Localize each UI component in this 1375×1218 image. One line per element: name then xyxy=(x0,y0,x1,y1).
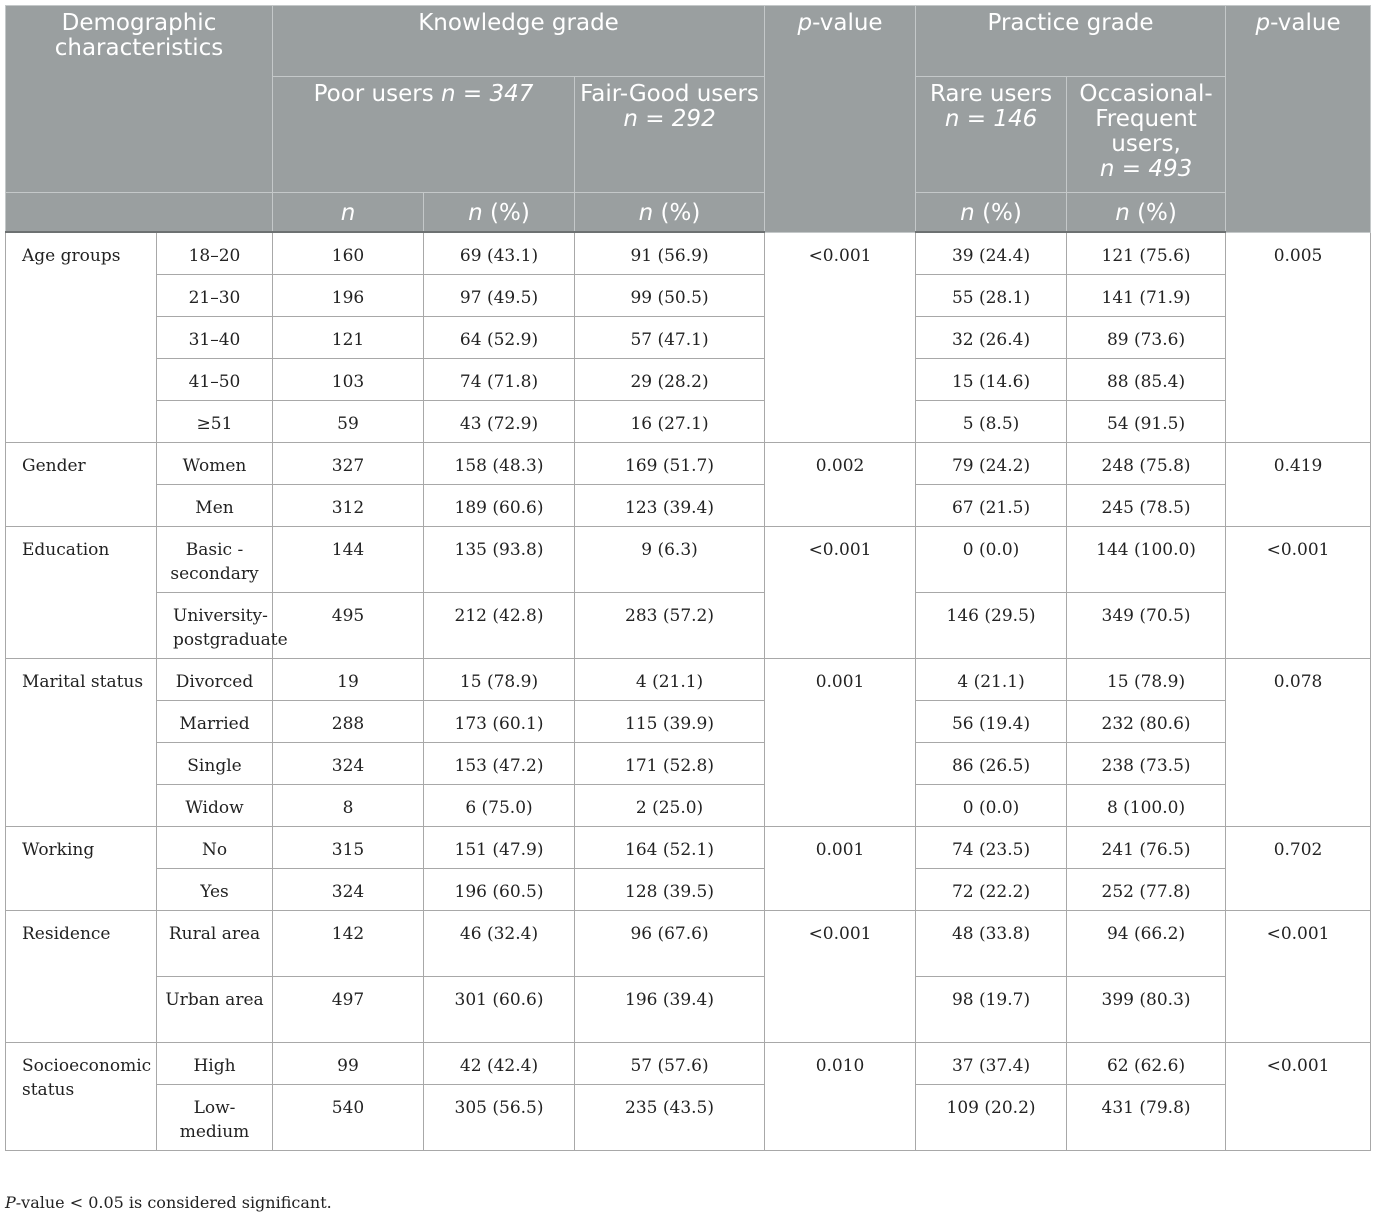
table-row xyxy=(6,401,1371,443)
cell-fair-good-users: 96 (67.6) xyxy=(575,911,765,977)
cell-rare-users: 74 (23.5) xyxy=(916,827,1067,869)
cell-occasional-frequent-users: 399 (80.3) xyxy=(1067,977,1226,1043)
p-value-knowledge: 0.001 xyxy=(765,659,916,827)
header-knowledge-label: Knowledge grade xyxy=(418,10,619,36)
category-label: 41–50 xyxy=(157,359,273,401)
table-row xyxy=(6,527,1371,593)
cell-rare-users: 56 (19.4) xyxy=(916,701,1067,743)
table-row xyxy=(6,659,1371,701)
header-rare-n: n = 146 xyxy=(944,106,1038,132)
cell-fair-good-users: 57 (57.6) xyxy=(575,1043,765,1085)
cell-poor-users: 135 (93.8) xyxy=(424,527,575,593)
category-label: 31–40 xyxy=(157,317,273,359)
cell-fair-good-users: 196 (39.4) xyxy=(575,977,765,1043)
cell-occasional-frequent-users: 89 (73.6) xyxy=(1067,317,1226,359)
category-label: Men xyxy=(157,485,273,527)
cell-occasional-frequent-users: 8 (100.0) xyxy=(1067,785,1226,827)
cell-rare-users: 0 (0.0) xyxy=(916,785,1067,827)
cell-rare-users: 146 (29.5) xyxy=(916,593,1067,659)
cell-poor-users: 46 (32.4) xyxy=(424,911,575,977)
header-spacer xyxy=(6,193,273,233)
cell-occasional-frequent-users: 232 (80.6) xyxy=(1067,701,1226,743)
header-sub-npct-poor xyxy=(424,193,575,233)
cell-poor-users: 212 (42.8) xyxy=(424,593,575,659)
cell-rare-users: 37 (37.4) xyxy=(916,1043,1067,1085)
cell-poor-users: 6 (75.0) xyxy=(424,785,575,827)
header-practice xyxy=(916,6,1226,77)
table-row xyxy=(6,701,1371,743)
header-sub-npct-fair xyxy=(575,193,765,233)
category-label: Divorced xyxy=(157,659,273,701)
p-value-practice: <0.001 xyxy=(1226,527,1371,659)
footnote xyxy=(5,1193,332,1212)
cell-n: 142 xyxy=(273,911,424,977)
header-fair-users-label: Fair-Good users xyxy=(580,81,759,107)
cell-rare-users: 98 (19.7) xyxy=(916,977,1067,1043)
header-fair-good-users xyxy=(575,77,765,193)
header-rare-users-label: Rare users xyxy=(929,81,1053,107)
cell-occasional-frequent-users: 144 (100.0) xyxy=(1067,527,1226,593)
cell-n: 160 xyxy=(273,232,424,275)
cell-fair-good-users: 99 (50.5) xyxy=(575,275,765,317)
header-p-value-practice xyxy=(1226,6,1371,233)
category-label: Rural area xyxy=(157,911,273,977)
cell-rare-users: 15 (14.6) xyxy=(916,359,1067,401)
cell-fair-good-users: 91 (56.9) xyxy=(575,232,765,275)
cell-rare-users: 39 (24.4) xyxy=(916,232,1067,275)
cell-poor-users: 189 (60.6) xyxy=(424,485,575,527)
table-row xyxy=(6,275,1371,317)
header-p-rest: -value xyxy=(812,10,883,36)
cell-rare-users: 72 (22.2) xyxy=(916,869,1067,911)
cell-fair-good-users: 9 (6.3) xyxy=(575,527,765,593)
cell-n: 196 xyxy=(273,275,424,317)
cell-occasional-frequent-users: 238 (73.5) xyxy=(1067,743,1226,785)
sub-pct-label: (%) xyxy=(982,199,1022,226)
category-label: 18–20 xyxy=(157,232,273,275)
table-row xyxy=(6,593,1371,659)
cell-n: 8 xyxy=(273,785,424,827)
cell-occasional-frequent-users: 88 (85.4) xyxy=(1067,359,1226,401)
cell-rare-users: 55 (28.1) xyxy=(916,275,1067,317)
cell-poor-users: 74 (71.8) xyxy=(424,359,575,401)
cell-poor-users: 151 (47.9) xyxy=(424,827,575,869)
cell-fair-good-users: 169 (51.7) xyxy=(575,443,765,485)
cell-fair-good-users: 171 (52.8) xyxy=(575,743,765,785)
group-label: Socioeconomic status xyxy=(6,1043,157,1151)
cell-n: 103 xyxy=(273,359,424,401)
header-rare-users xyxy=(916,77,1067,193)
cell-fair-good-users: 235 (43.5) xyxy=(575,1085,765,1151)
group-label: Age groups xyxy=(6,232,157,443)
category-label: High xyxy=(157,1043,273,1085)
p-value-practice: <0.001 xyxy=(1226,1043,1371,1151)
category-label: Women xyxy=(157,443,273,485)
group-label: Gender xyxy=(6,443,157,527)
cell-n: 540 xyxy=(273,1085,424,1151)
cell-occasional-frequent-users: 241 (76.5) xyxy=(1067,827,1226,869)
cell-rare-users: 5 (8.5) xyxy=(916,401,1067,443)
demographics-table xyxy=(5,5,1371,1151)
header-knowledge xyxy=(273,6,765,77)
header-practice-label: Practice grade xyxy=(987,10,1154,36)
p-value-knowledge: 0.002 xyxy=(765,443,916,527)
p-value-knowledge: <0.001 xyxy=(765,527,916,659)
cell-poor-users: 301 (60.6) xyxy=(424,977,575,1043)
cell-n: 144 xyxy=(273,527,424,593)
cell-rare-users: 48 (33.8) xyxy=(916,911,1067,977)
cell-rare-users: 67 (21.5) xyxy=(916,485,1067,527)
cell-poor-users: 305 (56.5) xyxy=(424,1085,575,1151)
p-value-practice: <0.001 xyxy=(1226,911,1371,1043)
table-row xyxy=(6,317,1371,359)
table-row xyxy=(6,485,1371,527)
category-label: Married xyxy=(157,701,273,743)
sub-n-label: n xyxy=(960,199,975,226)
header-occ-users-label: Occasional-Frequent users, xyxy=(1079,81,1213,157)
sub-n-label: n xyxy=(1115,199,1130,226)
table-row xyxy=(6,1043,1371,1085)
cell-occasional-frequent-users: 141 (71.9) xyxy=(1067,275,1226,317)
cell-poor-users: 69 (43.1) xyxy=(424,232,575,275)
header-sub-npct-rare xyxy=(916,193,1067,233)
header-poor-users xyxy=(273,77,575,193)
header-p-rest: -value xyxy=(1270,10,1341,36)
cell-occasional-frequent-users: 248 (75.8) xyxy=(1067,443,1226,485)
cell-n: 19 xyxy=(273,659,424,701)
header-demographic xyxy=(6,6,273,193)
cell-fair-good-users: 123 (39.4) xyxy=(575,485,765,527)
cell-fair-good-users: 115 (39.9) xyxy=(575,701,765,743)
cell-poor-users: 173 (60.1) xyxy=(424,701,575,743)
header-poor-users-label: Poor users xyxy=(313,81,434,107)
p-value-knowledge: <0.001 xyxy=(765,911,916,1043)
cell-poor-users: 196 (60.5) xyxy=(424,869,575,911)
table-header xyxy=(6,6,1371,233)
category-label: Yes xyxy=(157,869,273,911)
cell-fair-good-users: 2 (25.0) xyxy=(575,785,765,827)
cell-rare-users: 32 (26.4) xyxy=(916,317,1067,359)
cell-rare-users: 0 (0.0) xyxy=(916,527,1067,593)
cell-occasional-frequent-users: 349 (70.5) xyxy=(1067,593,1226,659)
category-label: Urban area xyxy=(157,977,273,1043)
cell-fair-good-users: 16 (27.1) xyxy=(575,401,765,443)
category-label: 21–30 xyxy=(157,275,273,317)
table-row xyxy=(6,785,1371,827)
cell-rare-users: 86 (26.5) xyxy=(916,743,1067,785)
cell-poor-users: 64 (52.9) xyxy=(424,317,575,359)
cell-occasional-frequent-users: 431 (79.8) xyxy=(1067,1085,1226,1151)
table-row xyxy=(6,869,1371,911)
header-fair-n: n = 292 xyxy=(623,106,716,132)
p-value-practice: 0.005 xyxy=(1226,232,1371,443)
header-p-italic: p xyxy=(1255,10,1271,36)
header-sub-n xyxy=(273,193,424,233)
cell-n: 288 xyxy=(273,701,424,743)
category-label: Single xyxy=(157,743,273,785)
table-row xyxy=(6,743,1371,785)
sub-pct-label: (%) xyxy=(490,199,530,226)
cell-n: 59 xyxy=(273,401,424,443)
p-value-knowledge: 0.001 xyxy=(765,827,916,911)
table-row xyxy=(6,1085,1371,1151)
p-value-knowledge: <0.001 xyxy=(765,232,916,443)
cell-fair-good-users: 164 (52.1) xyxy=(575,827,765,869)
cell-rare-users: 79 (24.2) xyxy=(916,443,1067,485)
cell-occasional-frequent-users: 15 (78.9) xyxy=(1067,659,1226,701)
cell-poor-users: 42 (42.4) xyxy=(424,1043,575,1085)
cell-rare-users: 4 (21.1) xyxy=(916,659,1067,701)
group-label: Education xyxy=(6,527,157,659)
category-label: Widow xyxy=(157,785,273,827)
p-value-practice: 0.419 xyxy=(1226,443,1371,527)
table-row xyxy=(6,232,1371,275)
table-row xyxy=(6,827,1371,869)
group-label: Marital status xyxy=(6,659,157,827)
p-value-knowledge: 0.010 xyxy=(765,1043,916,1151)
cell-n: 497 xyxy=(273,977,424,1043)
group-label: Residence xyxy=(6,911,157,1043)
group-label: Working xyxy=(6,827,157,911)
sub-n-label: n xyxy=(638,199,654,226)
cell-poor-users: 97 (49.5) xyxy=(424,275,575,317)
sub-n-label: n xyxy=(468,199,483,226)
category-label: ≥51 xyxy=(157,401,273,443)
cell-occasional-frequent-users: 62 (62.6) xyxy=(1067,1043,1226,1085)
header-sub-npct-occ xyxy=(1067,193,1226,233)
cell-poor-users: 15 (78.9) xyxy=(424,659,575,701)
cell-fair-good-users: 128 (39.5) xyxy=(575,869,765,911)
cell-occasional-frequent-users: 94 (66.2) xyxy=(1067,911,1226,977)
cell-fair-good-users: 4 (21.1) xyxy=(575,659,765,701)
header-occasional-frequent-users xyxy=(1067,77,1226,193)
header-occ-n: n = 493 xyxy=(1099,156,1193,182)
category-label: University-postgraduate xyxy=(157,593,273,659)
category-label: Low-medium xyxy=(157,1085,273,1151)
cell-fair-good-users: 29 (28.2) xyxy=(575,359,765,401)
header-p-italic: p xyxy=(797,10,813,36)
category-label: No xyxy=(157,827,273,869)
category-label: Basic - secondary xyxy=(157,527,273,593)
cell-occasional-frequent-users: 121 (75.6) xyxy=(1067,232,1226,275)
cell-poor-users: 158 (48.3) xyxy=(424,443,575,485)
cell-n: 121 xyxy=(273,317,424,359)
cell-n: 312 xyxy=(273,485,424,527)
table-row xyxy=(6,911,1371,977)
cell-n: 495 xyxy=(273,593,424,659)
cell-occasional-frequent-users: 54 (91.5) xyxy=(1067,401,1226,443)
footnote-text: -value < 0.05 is considered significant. xyxy=(15,1193,332,1212)
cell-n: 324 xyxy=(273,743,424,785)
cell-poor-users: 43 (72.9) xyxy=(424,401,575,443)
header-demographic-label: Demographic characteristics xyxy=(54,10,224,61)
cell-n: 315 xyxy=(273,827,424,869)
cell-poor-users: 153 (47.2) xyxy=(424,743,575,785)
sub-pct-label: (%) xyxy=(1137,199,1177,226)
table-row xyxy=(6,443,1371,485)
cell-n: 99 xyxy=(273,1043,424,1085)
table-container xyxy=(5,5,1370,1151)
table-body xyxy=(6,232,1371,1151)
header-p-value-knowledge xyxy=(765,6,916,233)
cell-occasional-frequent-users: 245 (78.5) xyxy=(1067,485,1226,527)
footnote-p-italic: P xyxy=(5,1193,16,1212)
cell-fair-good-users: 57 (47.1) xyxy=(575,317,765,359)
cell-occasional-frequent-users: 252 (77.8) xyxy=(1067,869,1226,911)
sub-n-label: n xyxy=(340,199,356,226)
p-value-practice: 0.702 xyxy=(1226,827,1371,911)
cell-rare-users: 109 (20.2) xyxy=(916,1085,1067,1151)
header-poor-n: n = 347 xyxy=(441,81,534,107)
sub-pct-label: (%) xyxy=(660,199,701,226)
cell-n: 327 xyxy=(273,443,424,485)
table-row xyxy=(6,359,1371,401)
cell-n: 324 xyxy=(273,869,424,911)
p-value-practice: 0.078 xyxy=(1226,659,1371,827)
table-row xyxy=(6,977,1371,1043)
cell-fair-good-users: 283 (57.2) xyxy=(575,593,765,659)
